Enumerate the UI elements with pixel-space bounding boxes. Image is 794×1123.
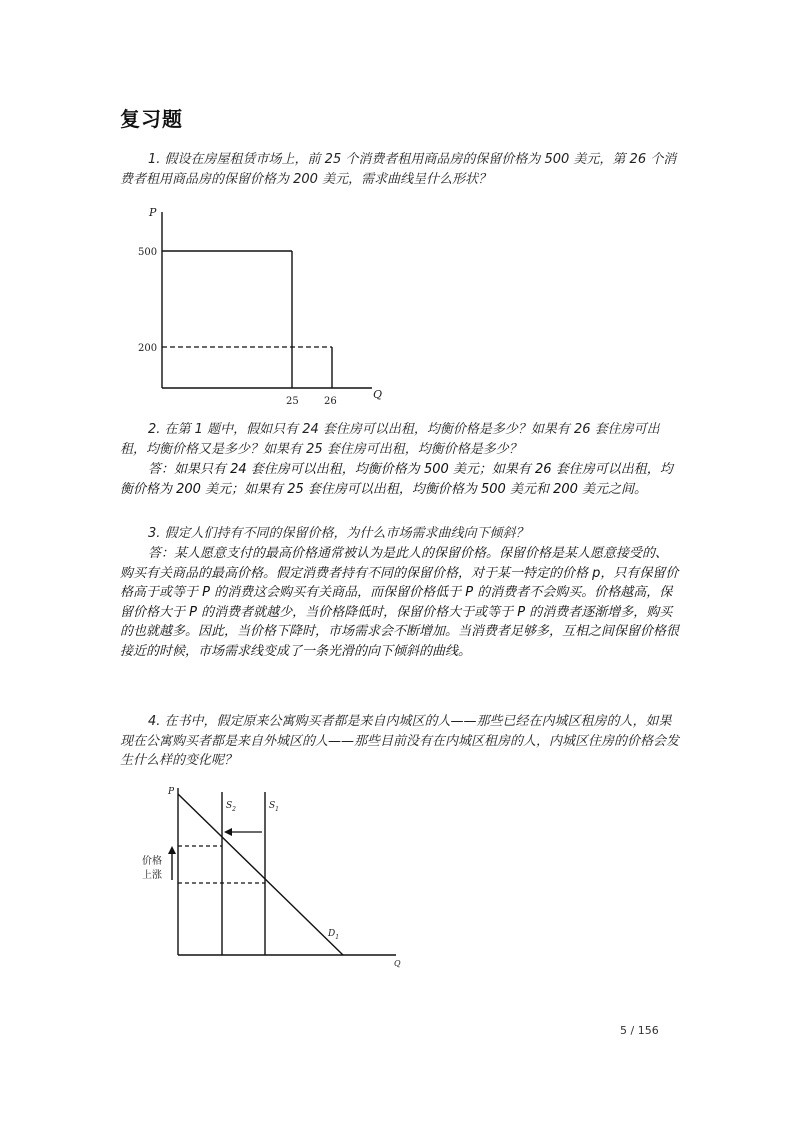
question-2-answer: 答：如果只有 24 套住房可以出租，均衡价格为 500 美元；如果有 26 套住房可以出租，均衡价格为 200 美元；如果有 25 套住房可以出租，均衡价格为 500 美元和 200 美元之间。 [120, 462, 673, 497]
figure2-supply-2-label: $S_2$ [226, 801, 236, 813]
figure1-x-label: Q [373, 388, 383, 401]
section-title: 复习题 [120, 107, 183, 131]
figure2-shift-arrowhead [224, 828, 232, 836]
figure-1-demand-step-chart [130, 200, 390, 415]
figure2-price-rise-label-1: 价格 [142, 856, 162, 867]
question-3-text: 3. 假定人们持有不同的保留价格，为什么市场需求曲线向下倾斜？ [148, 526, 529, 541]
question-1-text: 1. 假设在房屋租赁市场上，前 25 个消费者租用商品房的保留价格为 500 美元，第 26 个消费者租用商品房的保留价格为 200 美元，需求曲线呈什么形状？ [120, 152, 677, 187]
question-2-text: 2. 在第 1 题中，假如只有 24 套住房可以出租，均衡价格是多少？如果有 26 套住房可出租，均衡价格又是多少？如果有 25 套住房可出租，均衡价格是多少？ [120, 422, 660, 457]
figure1-tick-26: 26 [324, 396, 337, 407]
figure-2-supply-shift-chart [138, 780, 408, 975]
figure2-y-label: P [168, 787, 175, 797]
figure2-supply-1-label: $S_1$ [269, 801, 279, 813]
figure1-tick-500: 500 [138, 247, 158, 258]
figure2-demand-line [178, 794, 343, 955]
figure1-y-label: P [149, 206, 157, 219]
question-3-answer: 答：某人愿意支付的最高价格通常被认为是此人的保留价格。保留价格是某人愿意接受的、购买有关商品的最高价格。假定消费者持有不同的保留价格，对于某一特定的价格 p，只有保留价格高于或等于 P 的消费这会购买有关商品，而保留价格低于 P 的消费者不会购买。价格越高，保留价格大于 P 的消费者就越少，当价格降低时，保留价格大于或等于 P 的消费者逐渐增多，购买的也就越多。因此，当价格下降时，市场需求会不断增加。当消费者足够多，互相之间保留价格很接近的时候，市场需求线变成了一条光滑的向下倾斜的曲线。 [120, 546, 680, 659]
question-4-text: 4. 在书中，假定原来公寓购买者都是来自内城区的人——那些已经在内城区租房的人，如果现在公寓购买者都是来自外城区的人——那些目前没有在内城区租房的人，内城区住房的价格会发生什么样的变化呢？ [120, 714, 680, 768]
figure1-tick-200: 200 [138, 343, 158, 354]
figure2-price-rise-arrowhead [168, 846, 176, 854]
figure1-tick-25: 25 [286, 396, 299, 407]
page-number: 5 / 156 [620, 1024, 659, 1037]
figure2-x-label: Q [394, 959, 401, 968]
figure2-price-rise-label-2: 上涨 [142, 870, 162, 881]
figure2-demand-label: $D_1$ [328, 929, 340, 941]
